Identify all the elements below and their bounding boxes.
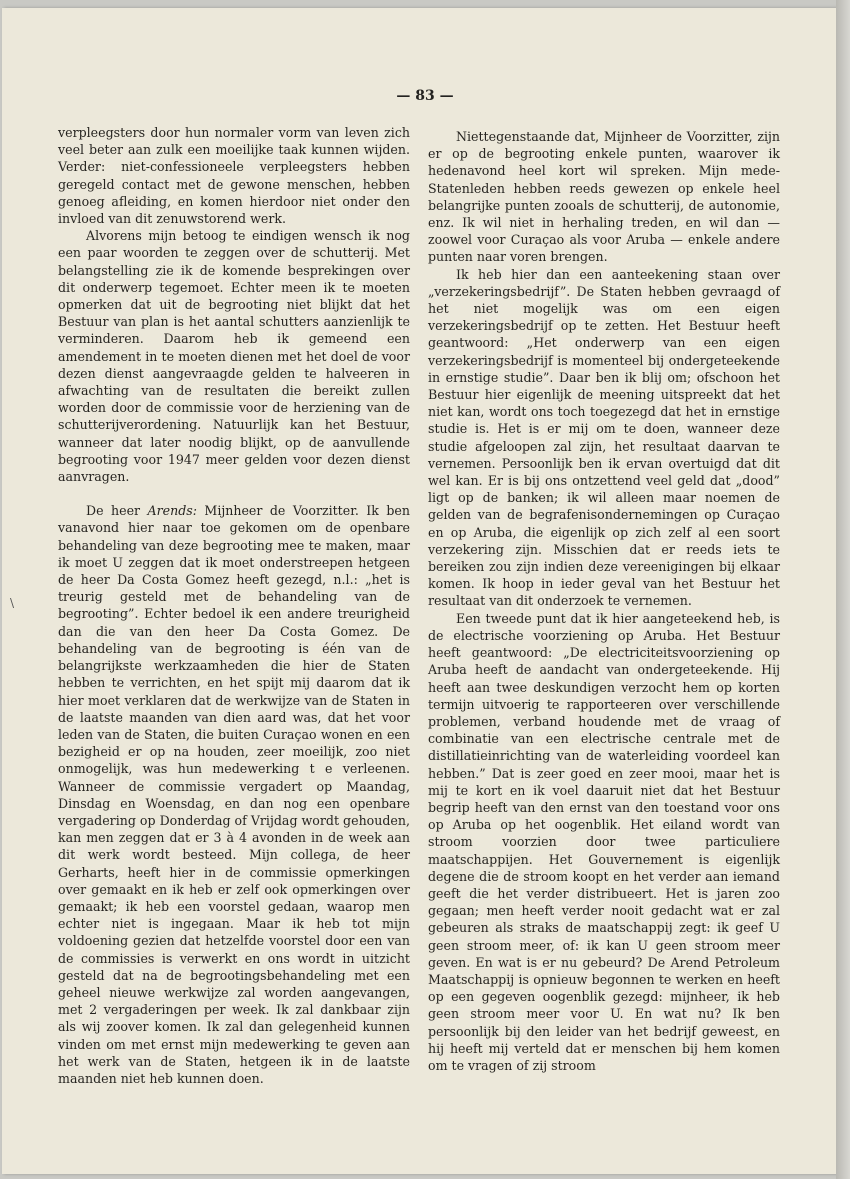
page-number: — 83 — — [396, 88, 454, 104]
paragraph-body: Mijnheer de Voorzitter. Ik ben vanavond hier naar toe gekomen om de openbare behandeling van deze begrooting mee te maken, maar ik moet U zeggen dat ik moet onderstreepen hetgeen de heer Da Costa Gomez heeft gezegd, n.l.: „het is treurig gesteld met de behandeling van de begrooting”. Echter bedoel ik een andere treurigheid dan die van den heer Da Costa Gomez. De behandeling van de begrooting is één van de belangrijkste werkzaamheden die hier de Staten hebben te verrichten, en het spijt mij daarom dat ik hier moet verklaren dat de werkwijze van de Staten in de laatste maanden van dien aard was, dat het voor leden van de Staten, die buiten Curaçao wonen en een bezigheid er op na houden, zeer moeilijk, zoo niet onmogelijk, was hun medewerking t e verleenen. Wanneer de commissie vergadert op Maandag, Dinsdag en Woensdag, en dan nog een openbare vergadering op Donderdag of Vrijdag wordt gehouden, kan men zeggen dat er 3 à 4 avonden in de week aan dit werk wordt besteed. Mijn collega, de heer Gerharts, heeft hier in de commissie opmerkingen over gemaakt en ik heb er zelf ook opmerkingen over gemaakt; ik heb een voorstel gedaan, waarop men echter niet is ingegaan. Maar ik heb tot mijn voldoening gezien dat hetzelfde voorstel door een van de commissies is verwerkt en ons wordt in uitzicht gesteld dat na de begrootingsbehandeling met een geheel nieuwe werkwijze zal worden aangevangen, met 2 vergaderingen per week. Ik zal dankbaar zijn als wij zoover komen. Ik zal dan gelegenheid kunnen vinden om met ernst mijn medewerking te geven aan het werk van de Staten, hetgeen ik in de laatste maanden niet heb kunnen doen. — [58, 503, 410, 1086]
margin-mark: \ — [10, 596, 15, 610]
paragraph: Ik heb hier dan een aanteekening staan over „verzekeringsbedrijf”. De Staten hebben gevraagd of het niet mogelijk was om een eigen verzekeringsbedrijf op te zetten. Het Bestuur heeft geantwoord: „Het onderwerp van een eigen verzekeringsbedrijf is momenteel bij ondergeteekende in ernstige studie”. Daar ben ik blij om; ofschoon het Bestuur hier eigenlijk de meening uitspreekt dat het niet kan, wordt ons toch toegezegd dat het in ernstige studie is. Het is er mij om te doen, wanneer deze studie afgeloopen zal zijn, het resultaat daarvan te vernemen. Persoonlijk ben ik ervan overtuigd dat dit wel kan. Er is bij ons ontzettend veel geld dat „dood” ligt op de banken; ik wil alleen maar noemen de gelden van de begrafenisondernemingen op Curaçao en op Aruba, die eigenlijk op zich zelf al een soort verzekering zijn. Misschien dat er reeds iets te bereiken zou zijn indien deze vereenigingen bij elkaar komen. Ik hoop in ieder geval van het Bestuur het resultaat van dit onderzoek te vernemen. — [428, 266, 780, 609]
paragraph: Niettegenstaande dat, Mijnheer de Voorzitter, zijn er op de begrooting enkele punten, waarover ik hedenavond heel kort wil spreken. Mijn mede-Statenleden hebben reeds gewezen op enkele heel belangrijke punten zooals de schutterij, de autonomie, enz. Ik wil niet in herhaling treden, en wil dan — zoowel voor Curaçao als voor Aruba — enkele andere punten naar voren brengen. — [428, 129, 780, 265]
paragraph: verpleegsters door hun normaler vorm van leven zich veel beter aan zulk een moeilijke taak kunnen wijden. Verder: niet-confessioneele verpleegsters hebben geregeld contact met de gewone menschen, hebben genoeg afleiding, en komen hierdoor niet onder den invloed van dit zenuwstorend werk. — [58, 125, 410, 227]
right-column — [428, 128, 780, 1074]
paragraph: Alvorens mijn betoog te eindigen wensch ik nog een paar woorden te zeggen over de schutterij. Met belangstelling zie ik de komende besprekingen over dit onderwerp tegemoet. Echter meen ik te moeten opmerken dat uit de begrooting niet blijkt dat het Bestuur van plan is het aantal schutters aanzienlijk te verminderen. Daarom heb ik gemeend een amendement in te moeten dienen met het doel de voor dezen dienst aangevraagde gelden te halveeren in afwachting van de resultaten die bereikt zullen worden door de commissie voor de herziening van de schutterijverordening. Natuurlijk kan het Bestuur, wanneer dat later noodig blijkt, op de aanvullende begrooting voor 1947 meer gelden voor dezen dienst aanvragen. — [58, 228, 410, 485]
speaker-paragraph — [58, 502, 410, 1087]
left-column — [58, 124, 410, 1087]
paragraph-prefix: De heer — [86, 503, 148, 519]
speaker-name: Arends: — [147, 503, 197, 519]
paragraph: Een tweede punt dat ik hier aangeteekend heb, is de electrische voorziening op Aruba. Het Bestuur heeft geantwoord: „De electriciteitsvoorziening op Aruba heeft de aandacht van ondergeteekende. Hij heeft aan twee deskundigen verzocht hem op korten termijn uitvoerig te rapporteeren over verschillende problemen, verband houdende met de vraag of combinatie van een electrische centrale met de distillatieinrichting van de waterleiding voordeel kan hebben.” Dat is zeer goed en zeer mooi, maar het is mij te kort en ik voel daaruit niet dat het Bestuur begrip heeft van den ernst van den toestand voor ons op Aruba op het oogenblik. Het eiland wordt van stroom voorzien door twee particuliere maatschappijen. Het Gouvernement is eigenlijk degene die de stroom koopt en het verder aan iemand geeft die het verder distribueert. Het is jaren zoo gegaan; men heeft verder nooit gedacht wat er zal gebeuren als straks de maatschappij zegt: ik geef U geen stroom meer, of: ik kan U geen stroom meer geven. En wat is er nu gebeurd? De Arend Petroleum Maatschappij is opnieuw begonnen te werken en heeft op een gegeven oogenblik gezegd: mijnheer, ik heb geen stroom meer voor U. En wat nu? Ik ben persoonlijk bij den leider van het bedrijf geweest, en hij heeft mij verteld dat er menschen bij hem komen om te vragen of zij stroom — [428, 610, 780, 1073]
page-edge — [836, 0, 850, 1179]
